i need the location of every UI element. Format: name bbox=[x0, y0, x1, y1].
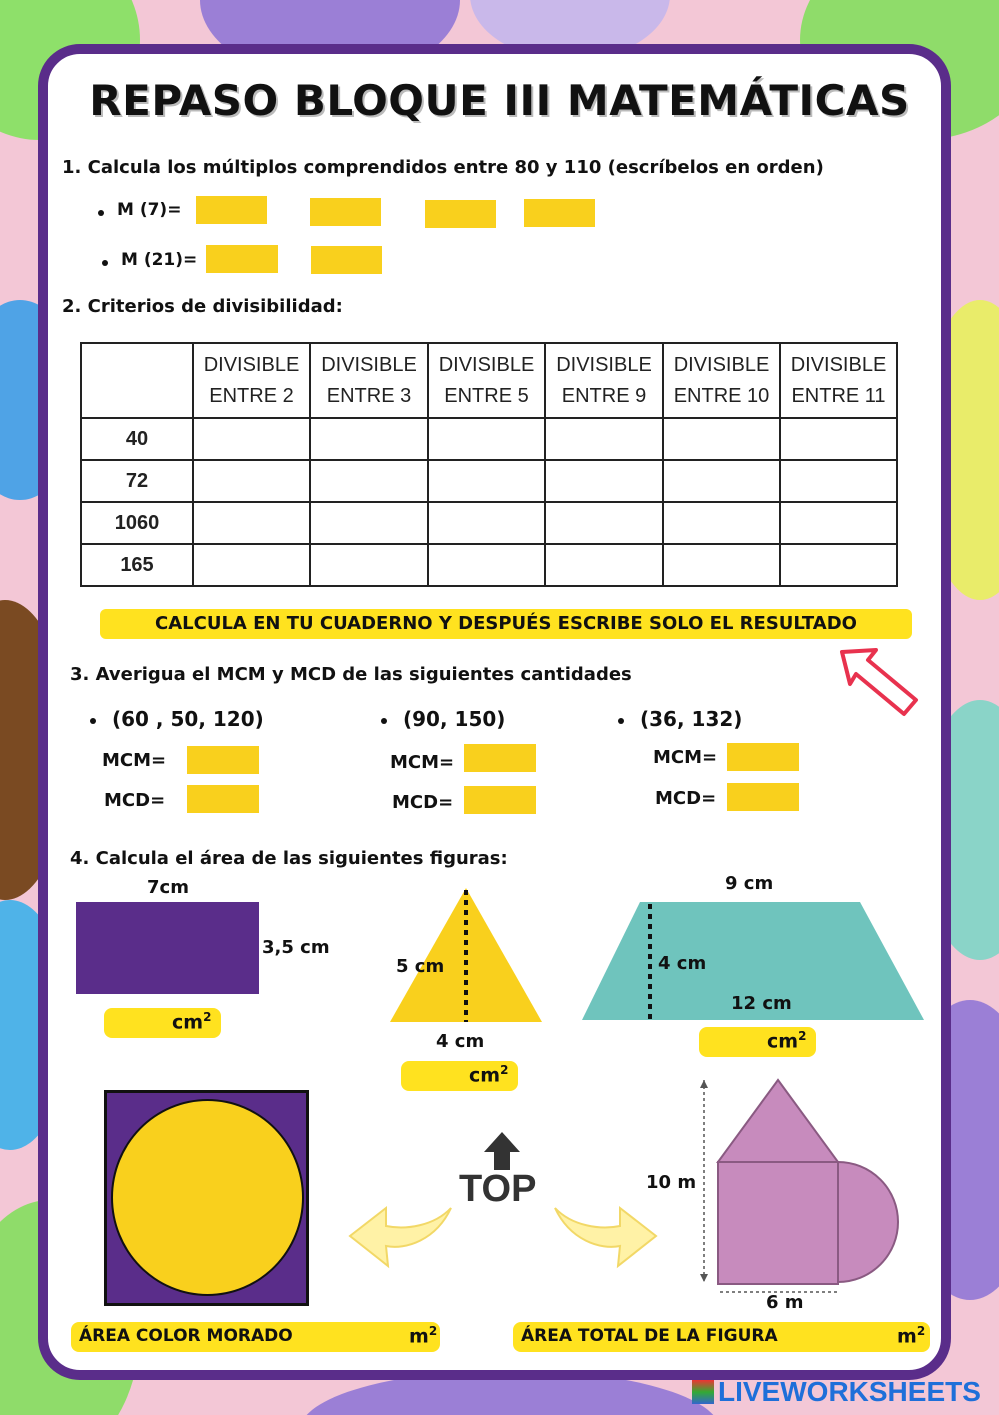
figure-height-label: 10 m bbox=[646, 1172, 697, 1193]
header-div-5: DIVISIBLE ENTRE 5 bbox=[428, 343, 545, 418]
answer-cell[interactable] bbox=[663, 460, 780, 502]
answer-cell[interactable] bbox=[780, 418, 897, 460]
composite-figure-shape bbox=[690, 1076, 910, 1316]
unit-label: cm bbox=[469, 1064, 501, 1087]
answer-cell[interactable] bbox=[663, 544, 780, 586]
unit-exponent: 2 bbox=[203, 1010, 212, 1024]
square-shape bbox=[104, 1090, 309, 1306]
liveworksheets-logo bbox=[692, 1376, 992, 1408]
divisibility-table bbox=[80, 342, 898, 587]
set-3: (36, 132) bbox=[640, 707, 743, 731]
answer-cell[interactable] bbox=[428, 460, 545, 502]
rect-area-answer[interactable] bbox=[104, 1008, 221, 1038]
question-2: 2. Criterios de divisibilidad: bbox=[62, 296, 343, 317]
arrow-up-left-icon bbox=[834, 642, 924, 722]
question-3: 3. Averigua el MCM y MCD de las siguientes cantidades bbox=[70, 664, 632, 685]
m21-answer-1[interactable] bbox=[206, 245, 278, 273]
answer-cell[interactable] bbox=[310, 418, 428, 460]
table-corner bbox=[81, 343, 193, 418]
set-1: (60 , 50, 120) bbox=[112, 707, 264, 731]
logo-icon bbox=[692, 1380, 714, 1404]
answer-cell[interactable] bbox=[780, 502, 897, 544]
question-4: 4. Calcula el área de las siguientes figuras: bbox=[70, 848, 508, 869]
row-number: 72 bbox=[81, 460, 193, 502]
triangle-shape bbox=[388, 886, 544, 1024]
rect-width-label: 7cm bbox=[147, 877, 189, 898]
total-area-answer[interactable] bbox=[513, 1322, 930, 1352]
bullet bbox=[102, 260, 108, 266]
row-number: 40 bbox=[81, 418, 193, 460]
curved-arrow-left-icon bbox=[346, 1200, 456, 1275]
answer-cell[interactable] bbox=[310, 544, 428, 586]
circle-shape bbox=[111, 1099, 304, 1296]
bullet bbox=[381, 718, 387, 724]
mcm-answer-1[interactable] bbox=[187, 746, 259, 774]
answer-cell[interactable] bbox=[310, 502, 428, 544]
header-div-2: DIVISIBLE ENTRE 2 bbox=[193, 343, 310, 418]
mcm-answer-2[interactable] bbox=[464, 744, 536, 772]
m7-label: M (7)= bbox=[117, 200, 182, 220]
curved-arrow-right-icon bbox=[550, 1200, 660, 1275]
trapezoid-top-label: 9 cm bbox=[725, 873, 774, 894]
answer-cell[interactable] bbox=[310, 460, 428, 502]
header-div-10: DIVISIBLE ENTRE 10 bbox=[663, 343, 780, 418]
purple-area-label: ÁREA COLOR MORADO bbox=[79, 1326, 293, 1346]
header-div-9: DIVISIBLE ENTRE 9 bbox=[545, 343, 663, 418]
arrow-up-icon bbox=[482, 1130, 522, 1172]
set-2: (90, 150) bbox=[403, 707, 506, 731]
rect-height-label: 3,5 cm bbox=[262, 937, 330, 958]
question-1: 1. Calcula los múltiplos comprendidos entre 80 y 110 (escríbelos en orden) bbox=[62, 157, 824, 178]
answer-cell[interactable] bbox=[545, 418, 663, 460]
header-div-3: DIVISIBLE ENTRE 3 bbox=[310, 343, 428, 418]
figure-width-label: 6 m bbox=[766, 1292, 804, 1313]
row-number: 1060 bbox=[81, 502, 193, 544]
bullet bbox=[90, 718, 96, 724]
table-row bbox=[81, 418, 897, 460]
trapezoid-base-label: 12 cm bbox=[731, 993, 792, 1014]
m7-answer-4[interactable] bbox=[524, 199, 595, 227]
bullet bbox=[98, 210, 104, 216]
unit-exponent: 2 bbox=[428, 1324, 438, 1338]
answer-cell[interactable] bbox=[193, 460, 310, 502]
header-div-11: DIVISIBLE ENTRE 11 bbox=[780, 343, 897, 418]
unit-label: cm bbox=[767, 1030, 799, 1053]
mcm-label-1: MCM= bbox=[102, 750, 167, 771]
answer-cell[interactable] bbox=[193, 502, 310, 544]
mcm-label-2: MCM= bbox=[390, 752, 455, 773]
answer-cell[interactable] bbox=[193, 418, 310, 460]
trapezoid-height-label: 4 cm bbox=[658, 953, 707, 974]
answer-cell[interactable] bbox=[663, 502, 780, 544]
answer-cell[interactable] bbox=[428, 502, 545, 544]
unit-label: m bbox=[897, 1325, 917, 1348]
instruction-banner: CALCULA EN TU CUADERNO Y DESPUÉS ESCRIBE SOLO EL RESULTADO bbox=[100, 609, 912, 639]
trapezoid-area-answer[interactable] bbox=[699, 1027, 816, 1057]
unit-label: cm bbox=[172, 1011, 204, 1034]
answer-cell[interactable] bbox=[193, 544, 310, 586]
answer-cell[interactable] bbox=[780, 544, 897, 586]
purple-area-answer[interactable] bbox=[71, 1322, 440, 1352]
mcd-answer-2[interactable] bbox=[464, 786, 536, 814]
mcd-label-3: MCD= bbox=[655, 788, 717, 809]
answer-cell[interactable] bbox=[780, 460, 897, 502]
mcd-answer-3[interactable] bbox=[727, 783, 799, 811]
mcd-answer-1[interactable] bbox=[187, 785, 259, 813]
table-row bbox=[81, 460, 897, 502]
top-label: TOP bbox=[459, 1168, 537, 1210]
m7-answer-3[interactable] bbox=[425, 200, 496, 228]
m7-answer-1[interactable] bbox=[196, 196, 267, 224]
mcd-label-2: MCD= bbox=[392, 792, 454, 813]
unit-exponent: 2 bbox=[916, 1324, 926, 1338]
table-row bbox=[81, 502, 897, 544]
answer-cell[interactable] bbox=[545, 544, 663, 586]
answer-cell[interactable] bbox=[545, 460, 663, 502]
mcd-label-1: MCD= bbox=[104, 790, 166, 811]
unit-exponent: 2 bbox=[798, 1029, 807, 1043]
m21-label: M (21)= bbox=[121, 250, 198, 270]
mcm-label-3: MCM= bbox=[653, 747, 718, 768]
unit-exponent: 2 bbox=[500, 1063, 509, 1077]
answer-cell[interactable] bbox=[428, 544, 545, 586]
m21-answer-2[interactable] bbox=[311, 246, 382, 274]
total-area-label: ÁREA TOTAL DE LA FIGURA bbox=[521, 1326, 778, 1346]
mcm-answer-3[interactable] bbox=[727, 743, 799, 771]
bullet bbox=[618, 718, 624, 724]
answer-cell[interactable] bbox=[428, 418, 545, 460]
triangle-area-answer[interactable] bbox=[401, 1061, 518, 1091]
row-number: 165 bbox=[81, 544, 193, 586]
page-title: REPASO BLOQUE III MATEMÁTICAS bbox=[89, 76, 910, 125]
triangle-height-label: 5 cm bbox=[396, 956, 445, 977]
logo-text: LIVEWORKSHEETS bbox=[718, 1376, 981, 1407]
triangle-base-label: 4 cm bbox=[436, 1031, 485, 1052]
answer-cell[interactable] bbox=[545, 502, 663, 544]
m7-answer-2[interactable] bbox=[310, 198, 381, 226]
rectangle-shape bbox=[76, 902, 259, 994]
answer-cell[interactable] bbox=[663, 418, 780, 460]
unit-label: m bbox=[409, 1325, 429, 1348]
table-row bbox=[81, 544, 897, 586]
